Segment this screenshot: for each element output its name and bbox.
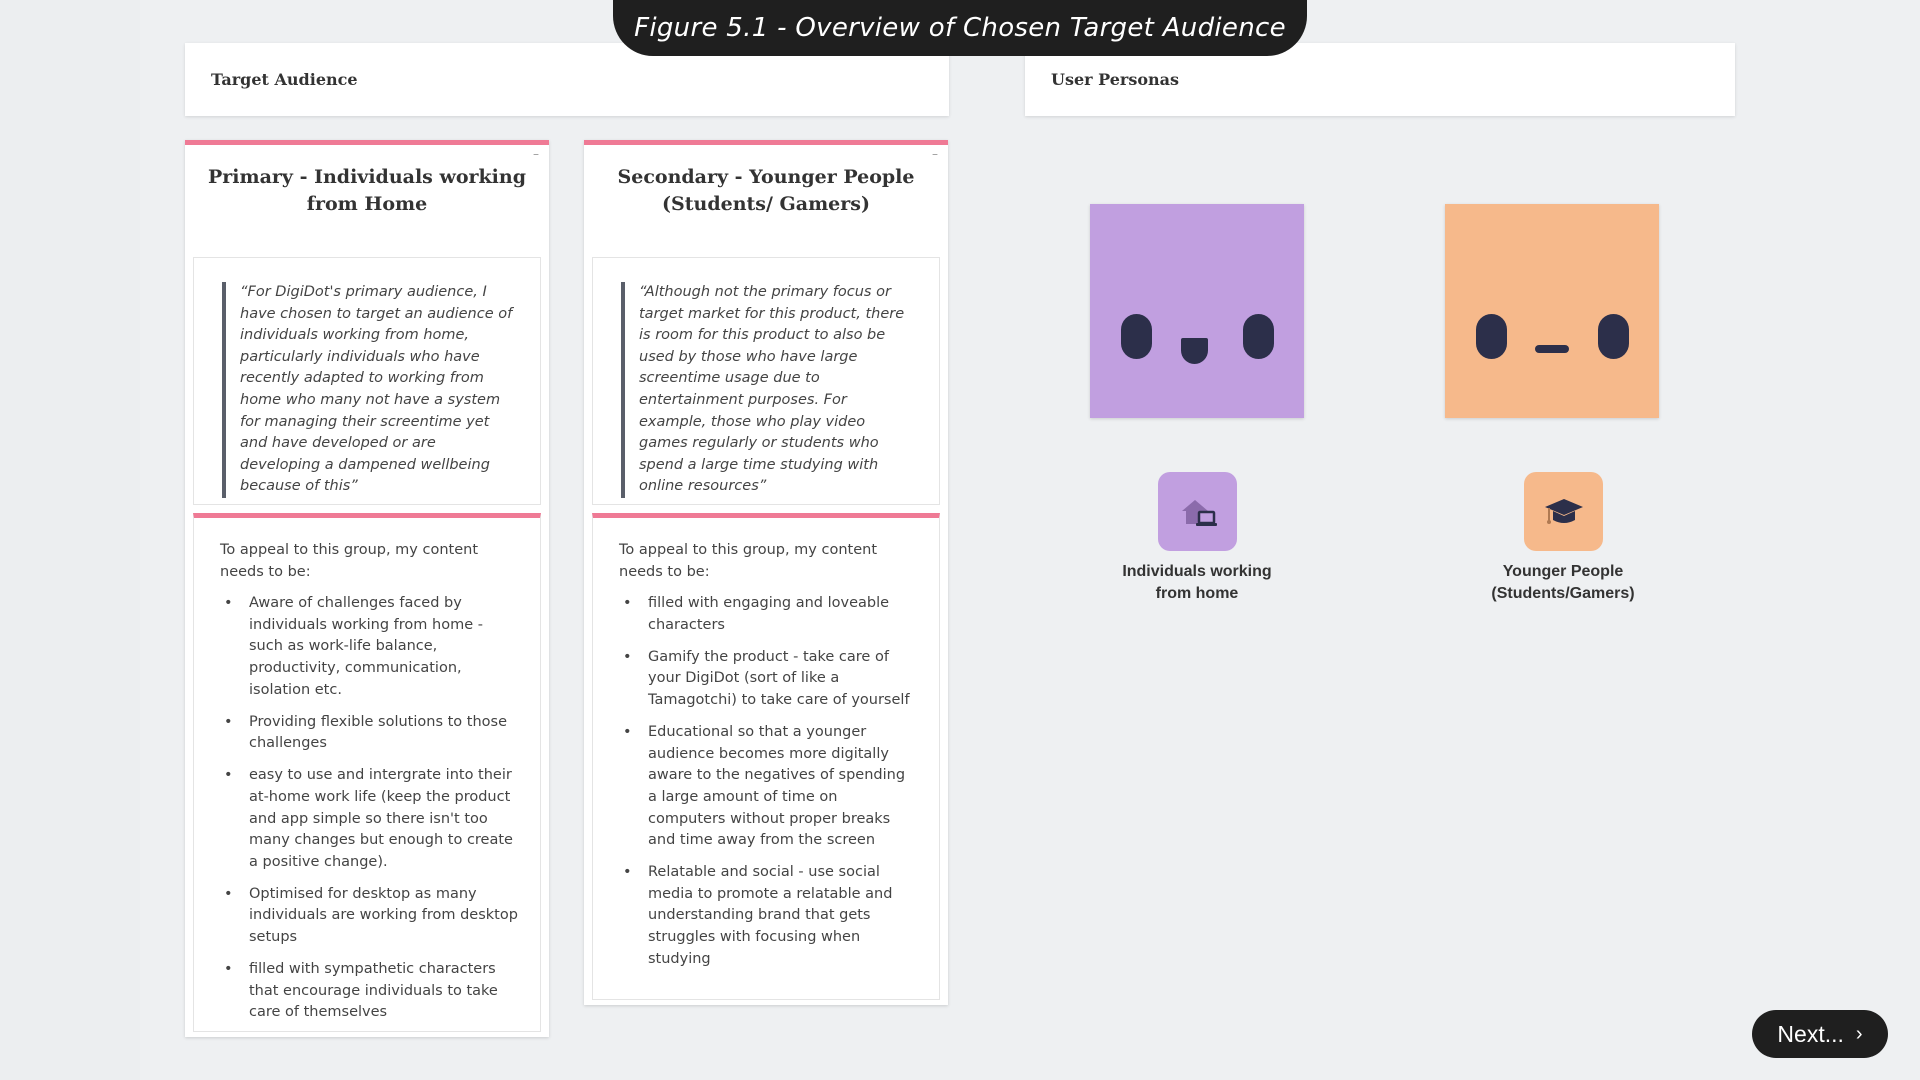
list-item: • Aware of challenges faced by individuals working from home - such as work-life balance, productivity, communication, isolation etc. — [220, 593, 518, 701]
persona-label-line: from home — [1155, 585, 1239, 602]
home-laptop-icon — [1158, 472, 1237, 551]
primary-intro: To appeal to this group, my content needs to be: — [220, 542, 479, 580]
list-item: • Providing flexible solutions to those challenges — [220, 712, 518, 755]
next-button[interactable] — [1752, 1010, 1888, 1058]
persona-label-line: (Students/Gamers) — [1491, 585, 1635, 602]
primary-audience-card — [185, 140, 549, 1037]
graduation-cap-icon — [1524, 472, 1603, 551]
list-item: • Gamify the product - take care of your DigiDot (sort of like a Tamagotchi) to take care of yourself — [619, 647, 917, 712]
target-audience-title: Target Audience — [211, 70, 358, 89]
canvas-margin — [0, 0, 140, 1080]
smile-mouth — [1181, 338, 1208, 364]
primary-quote: “For DigiDot's primary audience, I have chosen to target an audience of individuals working from home, particularly individuals who have recently adapted to working from home who many not have a system for managing their screentime yet and have developed or are developing a dampened wellbeing because of this” — [222, 282, 516, 498]
secondary-heading: Secondary - Younger People (Students/ Gamers) — [617, 166, 915, 215]
persona-label-wfh — [1077, 561, 1317, 605]
orange-digidot-face — [1445, 204, 1659, 418]
secondary-content-box — [592, 513, 940, 1000]
secondary-quote: “Although not the primary focus or target market for this product, there is room for this product to also be used by those who have large screentime usage due to entertainment purposes. For example, those who play video games regularly or students who spend a large time studying with online resources” — [621, 282, 915, 498]
list-item: • easy to use and intergrate into their at-home work life (keep the product and app simple so there isn't too many changes but enough to create a positive change). — [220, 765, 518, 873]
list-item: • filled with engaging and loveable characters — [619, 593, 917, 636]
left-eye — [1476, 314, 1507, 359]
secondary-audience-card — [584, 140, 948, 1005]
right-eye — [1243, 314, 1274, 359]
user-personas-title: User Personas — [1051, 70, 1180, 89]
flat-mouth — [1535, 345, 1569, 353]
primary-points-list — [220, 593, 518, 1024]
persona-label-line: Younger People — [1502, 563, 1624, 580]
list-item: • Educational so that a younger audience becomes more digitally aware to the negatives of spending a large amount of time on computers without proper breaks and time away from the screen — [619, 722, 917, 852]
collapse-icon[interactable]: – — [533, 147, 539, 161]
list-item: • Relatable and social - use social media to promote a relatable and understanding brand that gets struggles with focusing when studying — [619, 862, 917, 970]
chevron-right-icon: › — [1855, 1022, 1863, 1045]
secondary-points-list — [619, 593, 917, 970]
figure-title: Figure 5.1 - Overview of Chosen Target Audience — [613, 0, 1307, 56]
secondary-intro: To appeal to this group, my content needs to be: — [619, 542, 878, 580]
primary-heading: Primary - Individuals working from Home — [207, 166, 527, 215]
next-button-label: Next... — [1777, 1020, 1844, 1047]
list-item: • Optimised for desktop as many individuals are working from desktop setups — [220, 884, 518, 949]
purple-digidot-face — [1090, 204, 1304, 418]
persona-label-line: Individuals working — [1122, 563, 1272, 580]
list-item: • filled with sympathetic characters that encourage individuals to take care of themselves — [220, 959, 518, 1024]
left-eye — [1121, 314, 1152, 359]
primary-quote-box — [193, 257, 541, 505]
persona-label-younger — [1443, 561, 1683, 605]
primary-content-box — [193, 513, 541, 1032]
right-eye — [1598, 314, 1629, 359]
secondary-quote-box — [592, 257, 940, 505]
collapse-icon[interactable]: – — [932, 147, 938, 161]
